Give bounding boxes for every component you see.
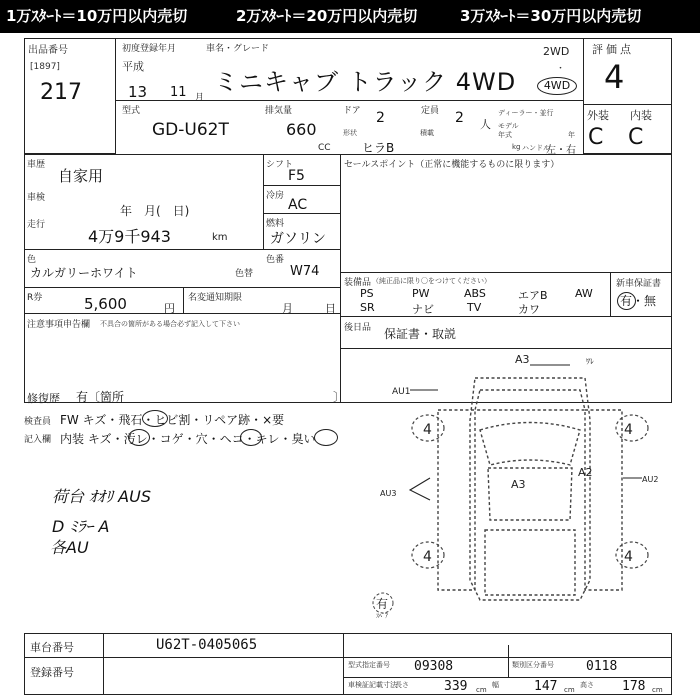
truck-windshield	[480, 423, 580, 466]
width-value: 147	[534, 679, 558, 694]
divider	[340, 348, 672, 349]
equipment-aw: AW	[575, 287, 593, 300]
spare-tire-mark: 有	[376, 597, 389, 611]
divider	[183, 287, 184, 313]
tire-front-left: 4	[423, 422, 432, 438]
name-change-label: 名変通知期限	[188, 293, 243, 303]
divider	[263, 213, 340, 214]
drive-dot: ・	[556, 64, 566, 74]
width-unit: cm	[564, 686, 575, 694]
truck-hood	[475, 390, 585, 410]
category-value: 0118	[586, 659, 618, 674]
ac-label: 冷房	[266, 191, 285, 201]
displacement-unit: CC	[318, 143, 331, 153]
dealer-model-label: モデル	[498, 122, 519, 130]
shift-label: シフト	[266, 160, 294, 170]
equipment-abs: ABS	[464, 287, 486, 300]
divider	[583, 104, 672, 105]
length-value: 339	[444, 679, 468, 694]
mileage-label: 走行	[27, 220, 46, 230]
equipment-sr: SR	[360, 301, 375, 314]
tire-front-right: 4	[624, 422, 633, 438]
shape-value: ヒラB	[362, 141, 395, 155]
ac-value: AC	[288, 197, 308, 213]
notes-label: 注意事項申告欄	[27, 320, 91, 330]
equipment-navi: ナビ	[412, 303, 434, 316]
exterior-grade: C	[588, 125, 604, 150]
doors-value: 2	[376, 110, 385, 126]
interior-label: 内装	[630, 109, 652, 122]
banner-rule-3: 3万ｽﾀｰﾄ＝30万円以内売切	[460, 7, 642, 25]
equipment-airbag: エアB	[518, 289, 548, 302]
warranty-label: 新車保証書	[616, 279, 662, 289]
shaken-label: 車検	[27, 193, 46, 203]
chassis-label: 車台番号	[30, 641, 74, 654]
registration-era: 平成	[122, 60, 144, 73]
exterior-label: 外装	[587, 109, 609, 122]
dim-label: 車検証記載寸法	[348, 681, 397, 689]
lot-label: 出品番号	[28, 45, 68, 56]
mileage-unit: km	[212, 232, 228, 243]
divider	[508, 645, 509, 677]
diagram-au3: AU3	[380, 489, 397, 498]
capacity-label: 定員	[421, 106, 440, 116]
registration-month-unit: 月	[195, 93, 205, 103]
recycle-label: R券	[27, 293, 43, 303]
shape-label: 形状	[343, 129, 357, 137]
history-value: 有〔箇所	[76, 390, 125, 404]
handwritten-note-1: 荷台 ｵｵﾘ AUS	[52, 487, 151, 506]
divider	[263, 185, 340, 186]
drive-4wd-circled: 4WD	[537, 77, 577, 95]
inspector-label-1: 検査員	[24, 417, 52, 427]
displacement-label: 排気量	[265, 106, 293, 116]
capacity-value: 2	[455, 110, 464, 126]
width-label: 幅	[492, 681, 499, 689]
inspector-row-2: 内装 キズ・汚レ・コゲ・穴・ヘコ・キレ・臭い	[60, 432, 316, 446]
tire-rear-right: 4	[624, 549, 633, 565]
lot-code: [1897]	[30, 62, 60, 72]
fuel-value: ガソリン	[270, 231, 326, 247]
color-label: 色	[27, 255, 37, 265]
load-unit: kg	[512, 143, 521, 151]
usage-value: 自家用	[58, 167, 104, 185]
fuel-label: 燃料	[266, 219, 285, 229]
divider	[610, 272, 611, 316]
cert-value: 09308	[414, 659, 454, 674]
height-unit: cm	[652, 686, 663, 694]
name-change-month: 月	[282, 302, 293, 315]
interior-grade: C	[628, 125, 644, 150]
category-label: 類別区分番号	[512, 661, 554, 669]
drive-2wd: 2WD	[543, 45, 570, 58]
divider	[340, 316, 672, 317]
divider	[24, 287, 340, 288]
diagram-crack-mark: ﾜﾚ	[586, 357, 594, 366]
divider	[263, 154, 264, 249]
equipment-note: （純正品に限り〇をつけてください）	[372, 277, 491, 285]
car-name-label: 車名・グレード	[206, 44, 270, 54]
car-damage-diagram	[376, 350, 680, 630]
equipment-pw: PW	[412, 287, 430, 300]
banner-rule-2: 2万ｽﾀｰﾄ＝20万円以内売切	[236, 7, 418, 25]
load-label: 積載	[420, 129, 434, 137]
auction-banner	[0, 0, 700, 33]
registration-number-label: 登録番号	[30, 666, 74, 679]
score-value: 4	[604, 58, 625, 96]
equipment-ps: PS	[360, 287, 374, 300]
diagram-a2: A2	[578, 466, 593, 479]
notes-sub: 不具合の箇所がある場合必ず記入して下さい	[100, 320, 240, 328]
inspector-row-1: FW キズ・飛石・ヒビ割・リペア跡・×要	[60, 413, 285, 427]
diagram-a3-center: A3	[511, 478, 526, 491]
diagram-au2: AU2	[642, 475, 659, 484]
mark-dent	[240, 429, 262, 446]
mileage-value: 4万9千943	[88, 227, 171, 246]
divider	[340, 272, 672, 273]
recycle-value: 5,600	[84, 295, 127, 313]
height-label: 高さ	[580, 681, 594, 689]
dealer-year-label: 年式	[498, 131, 512, 139]
divider	[340, 154, 341, 403]
mark-odor	[314, 429, 338, 446]
color-value: カルガリーホワイト	[30, 266, 138, 280]
shift-value: F5	[288, 168, 305, 184]
after-day-value: 保証書・取説	[384, 327, 457, 341]
truck-body-outline	[470, 378, 590, 600]
length-unit: cm	[476, 686, 487, 694]
mark-dirt	[128, 429, 150, 446]
doors-label: ドア	[343, 106, 361, 116]
equipment-leather: カワ	[518, 303, 540, 316]
capacity-unit: 人	[480, 118, 491, 131]
length-label: 長さ	[395, 681, 409, 689]
truck-cab-roof	[488, 468, 572, 520]
registration-year: 13	[128, 83, 148, 101]
car-name: ミニキャブ トラック 4WD	[214, 68, 517, 96]
dealer-year-unit: 年	[568, 131, 575, 139]
divider	[24, 657, 672, 658]
chassis-value: U62T-0405065	[156, 637, 258, 653]
color-code-value: W74	[290, 264, 320, 279]
model-label: 型式	[122, 106, 141, 116]
dealer-label: ディーラー・並行	[498, 109, 554, 117]
handwritten-note-3: 各AU	[50, 538, 89, 557]
equipment-label: 装備品	[344, 278, 372, 288]
score-label: 評価点	[592, 43, 634, 56]
mark-stone-chip	[142, 410, 168, 427]
shaken-value: 年 月( 日)	[120, 204, 190, 218]
height-value: 178	[622, 679, 646, 694]
tire-rear-left: 4	[423, 549, 432, 565]
cert-label: 型式指定番号	[348, 661, 390, 669]
warranty-value: 有・無	[620, 294, 657, 308]
history-label: 修復歴	[27, 392, 60, 405]
equipment-tv: TV	[467, 301, 482, 314]
handle-label: ハンドル	[522, 144, 550, 152]
registration-label: 初度登録年月	[122, 44, 177, 54]
divider	[103, 633, 104, 695]
displacement-value: 660	[286, 120, 317, 139]
color-code-label: 色番	[266, 255, 285, 265]
divider	[343, 677, 672, 678]
spare-tire-sub: ｽﾍﾟｱ	[376, 613, 389, 620]
name-change-day: 日	[325, 302, 336, 315]
usage-label: 車歴	[27, 160, 46, 170]
divider	[343, 633, 344, 695]
registration-month: 11	[170, 85, 187, 100]
handle-value: 左・右	[546, 145, 576, 156]
color-change-label: 色替	[235, 269, 254, 279]
diagram-a3-top: A3	[515, 353, 530, 366]
divider	[24, 249, 340, 250]
history-close-bracket: 〕	[333, 390, 346, 404]
recycle-unit: 円	[164, 302, 175, 315]
handwritten-note-2: D ﾐﾗｰ A	[52, 517, 110, 536]
au3-mark	[410, 478, 430, 500]
divider	[116, 100, 583, 101]
diagram-au1: AU1	[392, 387, 411, 397]
truck-bed	[485, 530, 575, 595]
banner-rule-1: 1万ｽﾀｰﾄ＝10万円以内売切	[6, 7, 188, 25]
model-value: GD-U62T	[152, 120, 229, 140]
inspector-label-2: 記入欄	[24, 435, 52, 445]
after-day-label: 後日品	[344, 323, 372, 333]
lot-number: 217	[40, 80, 82, 105]
sales-point-label: セールスポイント（正常に機能するものに限ります）	[344, 160, 560, 170]
